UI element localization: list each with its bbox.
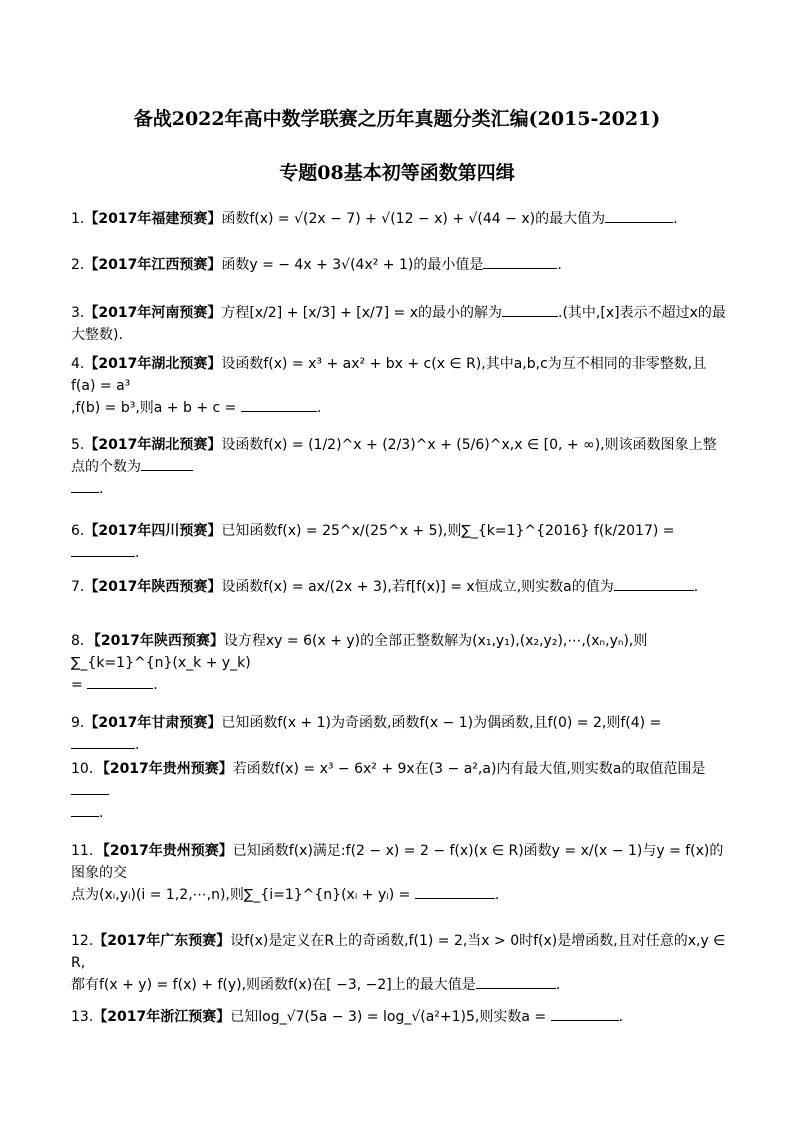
question-text: 若函数f(x) = x³ − 6x² + 9x在(3 − a²,a)内有最大值,则实数a的取值范围是: [232, 761, 706, 777]
question-source: 【2017年江西预赛】: [84, 257, 222, 273]
question-6: [71, 520, 727, 564]
question-number: 5.: [71, 437, 85, 453]
question-end: .: [557, 257, 562, 273]
question-text-line2: =: [71, 677, 88, 693]
question-source: 【2017年甘肃预赛】: [84, 715, 222, 731]
question-number: 8．: [71, 633, 94, 649]
question-end: .: [99, 481, 104, 497]
question-end: .: [693, 579, 699, 595]
document-subtitle: 专题08基本初等函数第四缉: [279, 162, 515, 184]
question-end: .: [99, 805, 104, 821]
document-title: 备战2022年高中数学联赛之历年真题分类汇编(2015-2021): [133, 108, 661, 130]
question-end: .: [153, 677, 158, 693]
question-source: 【2017年浙江预赛】: [93, 1009, 231, 1025]
question-source: 【2017年河南预赛】: [84, 305, 222, 321]
answer-blank: [241, 397, 317, 412]
question-number: 1.: [71, 211, 85, 227]
answer-blank: [71, 542, 135, 557]
answer-blank: [551, 1006, 619, 1021]
answer-blank: [605, 208, 673, 223]
answer-blank: [476, 974, 556, 989]
question-text: 设f(x)是定义在R上的奇函数,f(1) = 2,当x > 0时f(x)是增函数,且对任意的x,y ∈ R,: [71, 933, 726, 971]
question-end: .: [135, 737, 140, 753]
answer-blank: [483, 254, 557, 269]
question-number: 11．: [71, 843, 103, 859]
answer-blank: [71, 780, 109, 795]
question-text: 方程[x/2] + [x/3] + [x/7] = x的最小的解为: [221, 305, 503, 321]
answer-blank: [502, 302, 558, 317]
question-text: 设方程xy = 6(x + y)的全部正整数解为(x₁,y₁),(x₂,y₂),⋯,(xₙ,yₙ),则∑_{k=1}^{n}(x_k + y_k): [71, 633, 648, 671]
question-end: .: [494, 887, 500, 903]
question-source: 【2017年贵州预赛】: [102, 761, 233, 777]
question-5: [71, 434, 727, 500]
question-text: 已知函数f(x) = 25^x/(25^x + 5),则∑_{k=1}^{2016} f(k/2017) =: [221, 523, 675, 539]
question-number: 9.: [71, 715, 85, 731]
question-end: .: [316, 400, 322, 416]
question-end: .: [618, 1009, 624, 1025]
answer-blank-continued: [71, 478, 99, 493]
question-text: 已知函数f(x)满足:f(2 − x) = 2 − f(x)(x ∈ R)函数y = x/(x − 1)与y = f(x)的图象的交: [71, 843, 724, 881]
question-1: [71, 208, 727, 230]
question-text: 函数y = − 4x + 3√(4x² + 1)的最小值是: [221, 257, 484, 273]
question-source: 【2017年广东预赛】: [93, 933, 231, 949]
question-source: 【2017年陕西预赛】: [93, 633, 224, 649]
question-end: .: [673, 211, 678, 227]
question-2: [71, 254, 727, 276]
answer-blank-continued: [71, 802, 99, 817]
question-source: 【2017年湖北预赛】: [84, 356, 222, 372]
question-3: [71, 302, 727, 346]
question-11: [71, 840, 727, 906]
question-number: 3.: [71, 305, 85, 321]
question-number: 10．: [71, 761, 103, 777]
question-9: [71, 712, 727, 756]
question-source: 【2017年福建预赛】: [84, 211, 222, 227]
answer-blank: [141, 456, 193, 471]
question-number: 7.: [71, 579, 85, 595]
question-number: 4.: [71, 356, 85, 372]
question-source: 【2017年陕西预赛】: [84, 579, 222, 595]
question-source: 【2017年四川预赛】: [84, 523, 222, 539]
question-4: [71, 353, 727, 419]
question-source: 【2017年贵州预赛】: [102, 843, 233, 859]
question-8: [71, 630, 727, 696]
question-number: 2.: [71, 257, 85, 273]
answer-blank: [415, 884, 495, 899]
question-text: 设函数f(x) = ax/(2x + 3),若f[f(x)] = x恒成立,则实数a的值为: [221, 579, 614, 595]
question-text: 设函数f(x) = x³ + ax² + bx + c(x ∈ R),其中a,b,c为互不相同的非零整数,且f(a) = a³: [71, 356, 707, 394]
question-12: [71, 930, 727, 996]
question-number: 13.: [71, 1009, 94, 1025]
question-number: 6.: [71, 523, 85, 539]
question-7: [71, 576, 727, 598]
question-text-line2: 点为(xᵢ,yᵢ)(i = 1,2,⋯,n),则∑_{i=1}^{n}(xᵢ + yᵢ) =: [71, 887, 415, 903]
answer-blank: [614, 576, 694, 591]
answer-blank: [87, 674, 153, 689]
question-end: .: [555, 977, 561, 993]
question-text-line2: 都有f(x + y) = f(x) + f(y),则函数f(x)在[ −3, −2]上的最大值是: [71, 977, 476, 993]
question-end: .: [135, 545, 140, 561]
question-13: [71, 1006, 727, 1028]
question-text: 设函数f(x) = (1/2)^x + (2/3)^x + (5/6)^x,x ∈ [0, + ∞),则该函数图象上整点的个数为: [71, 437, 717, 475]
question-text: 函数f(x) = √(2x − 7) + √(12 − x) + √(44 − x)的最大值为: [221, 211, 606, 227]
answer-blank: [71, 734, 135, 749]
question-source: 【2017年湖北预赛】: [84, 437, 222, 453]
question-number: 12.: [71, 933, 94, 949]
question-end: .(其中,[x]表示不超过x的最大整数).: [71, 305, 726, 343]
question-text: 已知log_√7(5a − 3) = log_√(a²+1)5,则实数a =: [230, 1009, 551, 1025]
question-10: [71, 758, 727, 824]
question-text-line2: ,f(b) = b³,则a + b + c =: [71, 400, 241, 416]
question-text: 已知函数f(x + 1)为奇函数,函数f(x − 1)为偶函数,且f(0) = 2,则f(4) =: [221, 715, 662, 731]
